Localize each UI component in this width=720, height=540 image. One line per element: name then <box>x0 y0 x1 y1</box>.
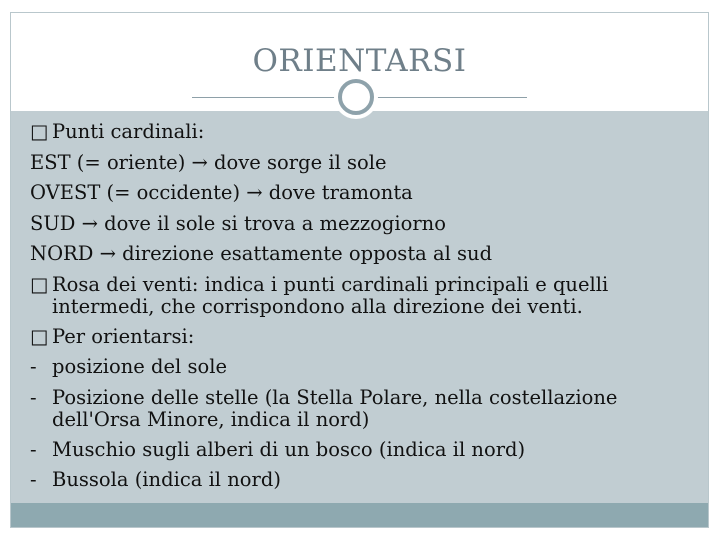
list-item-text: SUD → dove il sole si trova a mezzogiorno <box>30 211 446 235</box>
list-item-text: NORD → direzione esattamente opposta al sud <box>30 242 493 265</box>
list-item-text: Bussola (indica il nord) <box>52 468 281 491</box>
list-item <box>30 148 695 179</box>
dash-bullet: - <box>30 468 37 491</box>
list-item-text: posizione del sole <box>52 355 227 378</box>
slide-title: ORIENTARSI <box>252 43 467 79</box>
footer-bar <box>11 503 708 527</box>
list-item <box>30 465 695 496</box>
square-bullet-icon: □ <box>30 324 49 348</box>
square-bullet-icon: □ <box>30 272 49 296</box>
list-item-text: Muschio sugli alberi di un bosco (indica il nord) <box>52 437 526 461</box>
list-item-text: OVEST (= occidente) → dove tramonta <box>30 181 413 204</box>
dash-bullet: - <box>30 385 37 409</box>
list-item <box>30 270 695 322</box>
square-bullet-icon: □ <box>30 120 49 143</box>
list-item <box>30 117 695 148</box>
list-item-text: Rosa dei venti: indica i punti cardinali principali e quelli <box>52 272 609 296</box>
list-item <box>30 435 695 466</box>
list-item <box>30 209 695 240</box>
dash-bullet: - <box>30 437 37 461</box>
dash-bullet: - <box>30 355 37 378</box>
list-item-continuation: dell'Orsa Minore, indica il nord) <box>52 407 370 431</box>
list-item-text: EST (= oriente) → dove sorge il sole <box>30 150 387 174</box>
list-item-text: Posizione delle stelle (la Stella Polare, nella costellazione <box>52 385 618 409</box>
list-item <box>30 239 695 270</box>
list-item <box>30 322 695 353</box>
circle-ornament-icon <box>338 79 374 115</box>
list-item-text: Per orientarsi: <box>52 324 195 348</box>
list-item <box>30 178 695 209</box>
list-item <box>30 383 695 435</box>
list-item-text: Punti cardinali: <box>52 120 205 143</box>
list-item <box>30 352 695 383</box>
list-item-continuation: intermedi, che corrispondono alla direzione dei venti. <box>52 294 583 318</box>
slide-body <box>30 117 695 496</box>
